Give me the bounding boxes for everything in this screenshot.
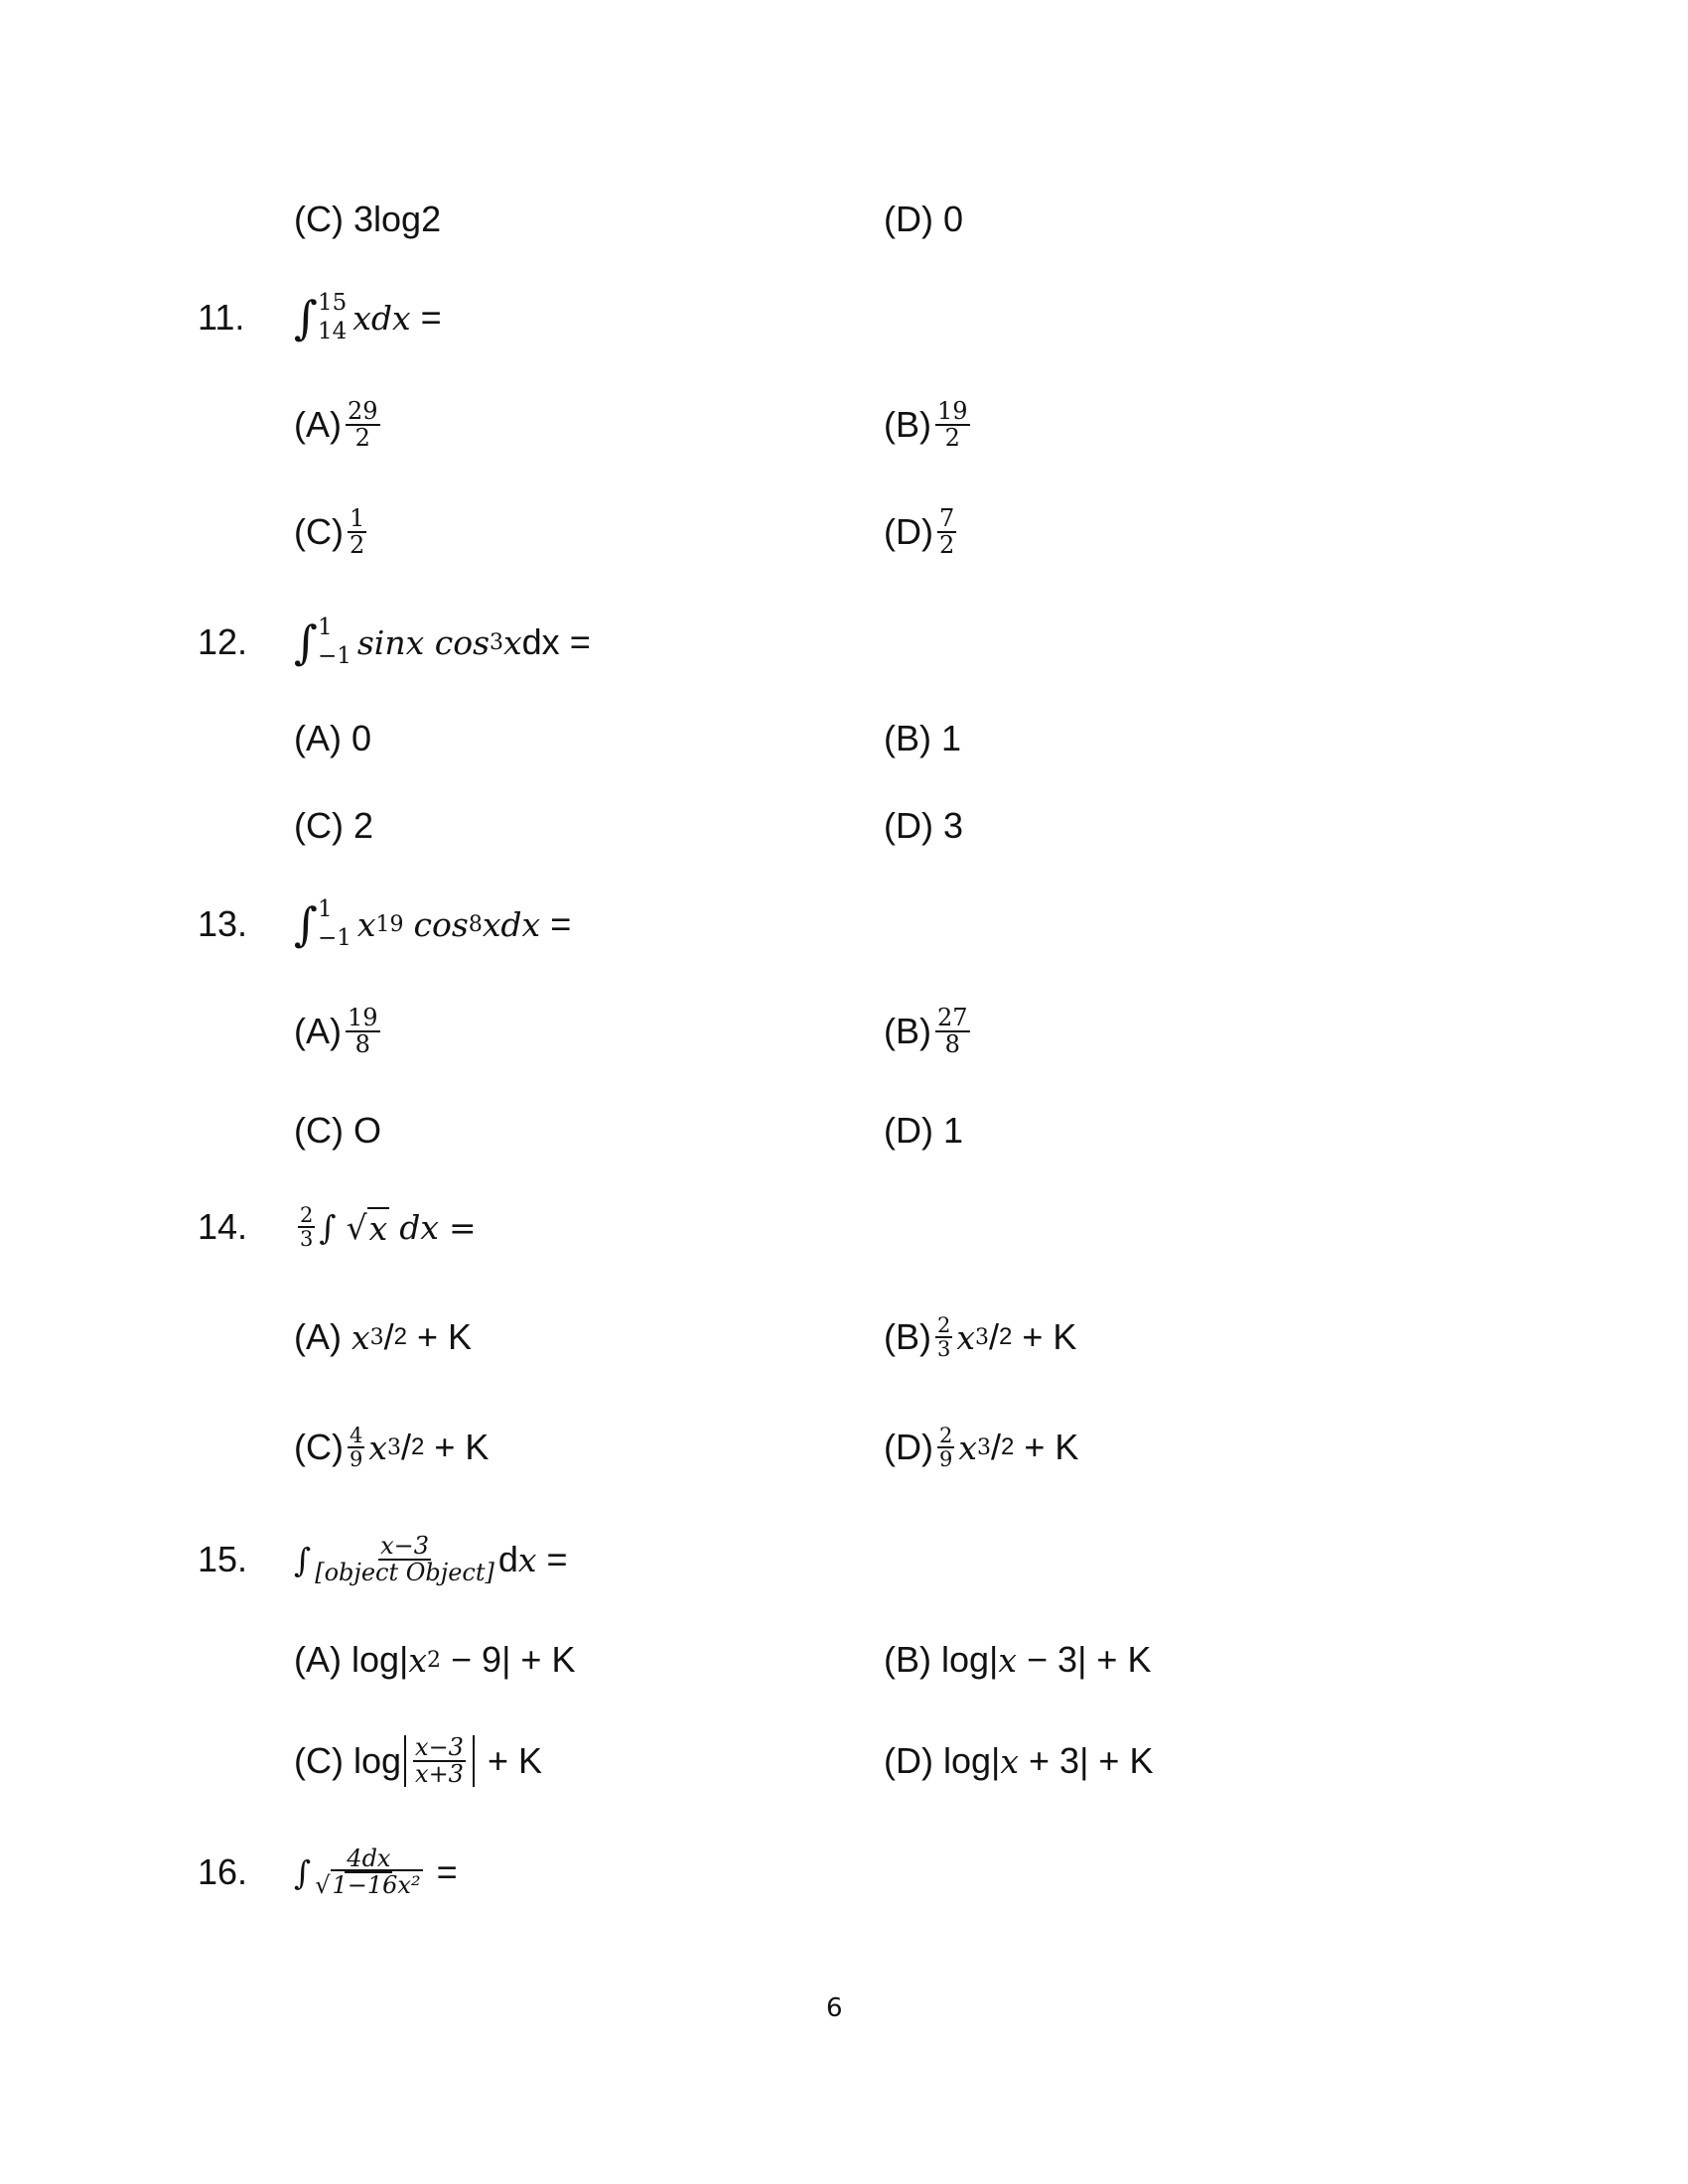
numerator: 4dx (347, 1843, 391, 1872)
numerator: 1 (349, 503, 365, 532)
integrand: sinx cos (356, 622, 491, 662)
option-c (294, 1418, 489, 1477)
option-label: (D) (884, 511, 933, 552)
question-16-stem (294, 1843, 458, 1902)
option-label: (A) (294, 404, 342, 445)
radicand: x (368, 1208, 388, 1248)
numerator: 29 (348, 396, 378, 425)
exponent: 3 (976, 1434, 991, 1460)
option-c (294, 1731, 542, 1791)
numerator: 2 (938, 1423, 953, 1447)
option-d: (D) 3 (884, 805, 963, 846)
lower-limit: −1 (317, 643, 352, 669)
option-label: (B) (884, 404, 931, 445)
radical-sign: √ (315, 1871, 331, 1899)
equals: = (436, 1851, 458, 1892)
fraction (937, 1425, 954, 1470)
question-number: 12. (198, 621, 248, 662)
fraction (413, 1732, 466, 1788)
fraction (315, 1843, 422, 1899)
integral-sign: ∫ (294, 1852, 312, 1892)
variable: x (503, 622, 522, 662)
question-number: 15. (198, 1539, 248, 1579)
denominator: x+3 (415, 1760, 464, 1788)
option-label: (B) (884, 1011, 931, 1051)
equals: = (420, 297, 442, 338)
numerator: 7 (938, 503, 955, 532)
option-d (884, 1731, 1153, 1791)
numerator: x−3 (380, 1531, 429, 1560)
question-number: 11. (198, 297, 245, 338)
exponent: 3 (386, 1434, 401, 1460)
equals: = (546, 1539, 568, 1579)
option-label: (C) (294, 511, 344, 552)
integral-sign: ∫ (294, 1540, 312, 1579)
exponent: 3 (369, 1324, 384, 1350)
exponent-slash: / (400, 1427, 411, 1467)
option-rest: + 3| + K (1029, 1740, 1154, 1781)
fraction (346, 396, 380, 452)
denominator: 2 (354, 424, 370, 452)
upper-limit: 1 (317, 896, 333, 923)
option-label: (A) (294, 1011, 342, 1051)
option-label: (A) log| (294, 1639, 409, 1680)
upper-limit: 15 (317, 290, 348, 317)
question-12-stem (294, 613, 591, 672)
option-value: 0 (943, 199, 964, 239)
numerator: 2 (300, 1202, 314, 1227)
variable: x (958, 1428, 977, 1467)
fraction (935, 396, 970, 452)
differential: dx (399, 1207, 440, 1247)
integral (294, 289, 352, 346)
question-number: 16. (198, 1851, 248, 1892)
equals: = (569, 621, 591, 662)
exponent-slash: / (383, 1316, 394, 1357)
exponent: 8 (468, 911, 483, 937)
fraction (315, 1531, 494, 1586)
differential-d: d (497, 1539, 518, 1579)
exponent-denominator: 2 (1001, 1433, 1015, 1460)
coefficient (298, 1204, 315, 1250)
limits (318, 614, 352, 671)
denominator (315, 1873, 422, 1898)
option-label: (B) log| (884, 1639, 999, 1680)
option-c: (C) 2 (294, 805, 373, 846)
integral-sign: ∫ (294, 615, 318, 669)
option-label: (C) (294, 199, 344, 239)
constant: + K (1024, 1427, 1079, 1467)
integrand: xdx (352, 298, 411, 338)
option-d (884, 502, 960, 562)
exponent-denominator: 2 (411, 1433, 425, 1460)
variable: x (408, 1640, 428, 1680)
equals: = (550, 903, 572, 944)
variable: x (956, 1317, 975, 1357)
variable: x (368, 1428, 387, 1467)
denominator: 3 (937, 1337, 951, 1361)
option-b (884, 1307, 1076, 1367)
constant: + K (417, 1316, 473, 1357)
denominator: 2 (938, 531, 955, 559)
option-label: (D) (884, 1427, 933, 1467)
numerator: 2 (937, 1312, 951, 1337)
constant: + K (434, 1427, 490, 1467)
numerator: 19 (348, 1003, 378, 1031)
option-rest: + K (487, 1740, 543, 1781)
integrand: xdx (482, 904, 541, 944)
numerator: 4 (349, 1423, 363, 1447)
question-15-stem (294, 1530, 568, 1589)
fraction (937, 503, 956, 559)
option-b: (B) 1 (884, 718, 962, 758)
limits (318, 289, 347, 346)
variable: x (352, 1317, 370, 1357)
denominator: 3 (300, 1227, 314, 1251)
exponent-slash: / (989, 1316, 1000, 1357)
absolute-value (404, 1732, 475, 1788)
option-rest: − 3| + K (1027, 1639, 1152, 1680)
option-b (884, 395, 974, 455)
option-d (884, 1418, 1078, 1477)
fraction (346, 1003, 380, 1058)
fraction (348, 503, 366, 559)
option-c: (C) O (294, 1110, 381, 1151)
question-13-stem (294, 894, 571, 954)
option-b (884, 1630, 1151, 1690)
constant: + K (1022, 1316, 1077, 1357)
exponent: 2 (427, 1647, 442, 1673)
denominator: 9 (938, 1447, 953, 1471)
exponent: 3 (975, 1324, 989, 1350)
denominator: 2 (944, 424, 960, 452)
fraction (935, 1314, 952, 1360)
lower-limit: −1 (317, 925, 352, 951)
exponent-denominator: 2 (393, 1323, 408, 1350)
integral-sign: ∫ (319, 1207, 337, 1247)
lower-limit: 14 (317, 319, 348, 344)
question-14-stem (294, 1197, 477, 1257)
option-rest: − 9| + K (451, 1639, 576, 1680)
fraction (935, 1003, 970, 1058)
option-label: (C) (294, 1427, 344, 1467)
variable: x (1000, 1741, 1019, 1781)
option-a (294, 1307, 472, 1367)
option-a: (A) 0 (294, 718, 372, 758)
denominator: 9 (349, 1447, 363, 1471)
variable: x (356, 904, 376, 944)
option-c (294, 502, 370, 562)
option-value: 3log2 (353, 199, 442, 239)
question-number: 14. (198, 1206, 248, 1247)
denominator: [object Object] (315, 1559, 494, 1586)
denominator: 2 (349, 531, 365, 559)
denominator: 8 (944, 1030, 960, 1058)
option-d: (D) 1 (884, 1110, 963, 1151)
option-b (884, 1002, 974, 1061)
differential: dx (521, 621, 560, 662)
option-label: (B) (884, 1316, 931, 1357)
numerator: x−3 (415, 1732, 464, 1761)
radicand: 1−16x² (332, 1871, 421, 1899)
question-number: 13. (198, 903, 248, 944)
exponent: 19 (375, 911, 404, 937)
integral-sign: ∫ (294, 897, 318, 951)
limits (318, 895, 352, 953)
integral-sign: ∫ (294, 291, 318, 344)
fraction (348, 1425, 364, 1470)
equals: = (449, 1207, 477, 1247)
denominator: 8 (354, 1030, 370, 1058)
exponent-denominator: 2 (999, 1323, 1013, 1350)
integral (294, 895, 357, 953)
option-label: (D) (884, 199, 933, 239)
option-a (294, 1002, 384, 1061)
integral (294, 614, 357, 671)
option-a (294, 1630, 575, 1690)
numerator: 19 (937, 396, 968, 425)
question-11-stem (294, 288, 442, 347)
numerator: 27 (937, 1003, 968, 1031)
option-c (294, 190, 441, 249)
upper-limit: 1 (317, 614, 333, 641)
exponent-slash: / (990, 1427, 1001, 1467)
variable: x (517, 1540, 537, 1579)
option-label: (D) log| (884, 1740, 1001, 1781)
option-d (884, 190, 963, 249)
radical-sign: √ (346, 1207, 367, 1247)
cos: cos (413, 904, 469, 944)
option-label: (C) log (294, 1740, 402, 1781)
option-a (294, 395, 384, 455)
exponent: 3 (490, 629, 504, 655)
variable: x (998, 1640, 1018, 1680)
option-label: (A) (294, 1316, 342, 1357)
page-number: 6 (826, 1993, 843, 2023)
